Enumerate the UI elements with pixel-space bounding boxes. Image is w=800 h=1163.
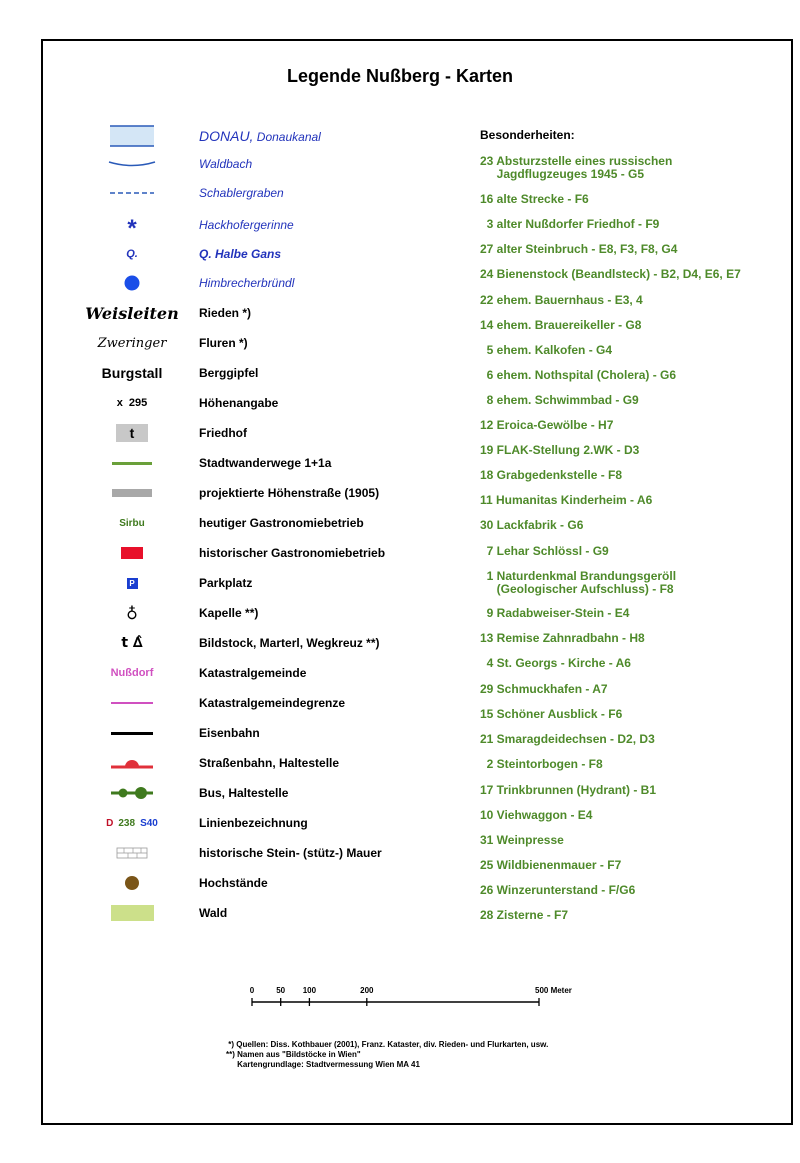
bus-label: Bus, Haltestelle bbox=[199, 786, 289, 800]
special-item: 30 Lackfabrik - G6 bbox=[480, 518, 584, 532]
special-item: 19 FLAK-Stellung 2.WK - D3 bbox=[480, 443, 640, 457]
special-item: 21 Smaragdeidechsen - D2, D3 bbox=[480, 732, 655, 746]
kapelle-label: Kapelle **) bbox=[199, 606, 259, 620]
waldbach-label: Waldbach bbox=[199, 157, 253, 171]
scale-bar bbox=[248, 986, 588, 1008]
restaurant-sample-text: Sirbu bbox=[119, 517, 145, 529]
planned-road-icon bbox=[112, 489, 152, 497]
legend-row-hoehe bbox=[0, 388, 480, 418]
schablergraben-symbol bbox=[91, 178, 173, 208]
legend-row-bus bbox=[0, 778, 480, 808]
legend-row-friedhof bbox=[0, 418, 480, 448]
legend-row-schablergraben bbox=[0, 178, 480, 208]
bus-stop-icon bbox=[109, 785, 155, 801]
fluren-label: Fluren *) bbox=[199, 336, 248, 350]
legend-row-fluren bbox=[0, 328, 480, 358]
stadtwanderwege-label: Stadtwanderwege 1+1a bbox=[199, 456, 332, 470]
katastralgemeinde-label: Katastralgemeinde bbox=[199, 666, 307, 680]
quelle-label: Q. Halbe Gans bbox=[199, 247, 282, 261]
special-item: 3 alter Nußdorfer Friedhof - F9 bbox=[480, 217, 660, 231]
legend-row-rieden bbox=[0, 298, 480, 328]
stream-icon bbox=[107, 157, 157, 171]
stone-wall-icon bbox=[116, 847, 148, 859]
line-s40-label: S40 bbox=[140, 817, 158, 829]
strassenbahn-label: Straßenbahn, Haltestelle bbox=[199, 756, 340, 770]
legend-row-gastro-heute bbox=[0, 508, 480, 538]
special-item: 2 Steintorbogen - F8 bbox=[480, 757, 603, 771]
footnotes bbox=[226, 1040, 548, 1070]
friedhof-label: Friedhof bbox=[199, 426, 247, 440]
legend-row-donau bbox=[0, 121, 480, 151]
hochstaende-label: Hochstände bbox=[199, 876, 268, 890]
eisenbahn-label: Eisenbahn bbox=[199, 726, 260, 740]
legend-row-quelle bbox=[0, 239, 480, 269]
legend-row-linien bbox=[0, 808, 480, 838]
donaukanal-label: Donaukanal bbox=[256, 130, 321, 144]
wayside-shrine-icon: t ∆̂ bbox=[121, 635, 143, 651]
tram-stop-icon bbox=[109, 755, 155, 771]
page-title: Legende Nußberg - Karten bbox=[286, 66, 514, 86]
legend-row-wald bbox=[0, 898, 480, 928]
special-item: 27 alter Steinbruch - E8, F3, F8, G4 bbox=[480, 242, 678, 256]
special-item: 25 Wildbienenmauer - F7 bbox=[480, 858, 622, 872]
river-icon bbox=[109, 125, 155, 147]
mauer-label: historische Stein- (stütz-) Mauer bbox=[199, 846, 382, 860]
spring-icon: Q. bbox=[126, 248, 138, 260]
special-item: 1 Naturdenkmal Brandungsgeröll (Geologischer Aufschluss) - F8 bbox=[486, 569, 677, 596]
rieden-sample-text: Weisleiten bbox=[85, 303, 179, 323]
line-238-label: 238 bbox=[118, 817, 136, 829]
donau-symbol bbox=[91, 121, 173, 151]
chapel-icon: ♁ bbox=[126, 603, 138, 623]
waldbach-symbol bbox=[91, 149, 173, 179]
linien-label: Linienbezeichnung bbox=[199, 816, 308, 830]
legend-row-bildstock bbox=[0, 628, 480, 658]
railway-line-icon bbox=[111, 732, 153, 735]
scale-tick-label: 0 bbox=[249, 986, 255, 995]
special-item: 17 Trinkbrunnen (Hydrant) - B1 bbox=[480, 783, 657, 797]
cadastral-border-line-icon bbox=[111, 702, 153, 704]
hoehenangabe-label: Höhenangabe bbox=[199, 396, 279, 410]
hoehenstrasse-label: projektierte Höhenstraße (1905) bbox=[199, 486, 380, 500]
special-item: 14 ehem. Brauereikeller - G8 bbox=[480, 318, 642, 332]
special-item: 24 Bienenstock (Beandlsteck) - B2, D4, E6, E7 bbox=[480, 267, 741, 281]
legend-row-parkplatz bbox=[0, 568, 480, 598]
parkplatz-label: Parkplatz bbox=[199, 576, 253, 590]
special-item: 18 Grabgedenkstelle - F8 bbox=[480, 468, 623, 482]
special-item: 22 ehem. Bauernhaus - E3, 4 bbox=[480, 293, 643, 307]
katastralgrenze-label: Katastralgemeindegrenze bbox=[199, 696, 346, 710]
footnote-sources: *) Quellen: Diss. Kothbauer (2001), Franz. Kataster, div. Rieden- und Flurkarten, usw. bbox=[226, 1040, 549, 1049]
hackhofergerinne-label: Hackhofergerinne bbox=[199, 218, 294, 232]
special-item: 12 Eroica-Gewölbe - H7 bbox=[480, 418, 614, 432]
parking-icon: P bbox=[127, 578, 138, 589]
legend-row-mauer bbox=[0, 838, 480, 868]
asterisk-icon: * bbox=[127, 215, 137, 242]
hiking-trail-line-icon bbox=[112, 462, 152, 465]
scale-tick-label: 100 bbox=[302, 986, 317, 995]
schablergraben-label: Schablergraben bbox=[199, 186, 284, 200]
legend-row-berggipfel bbox=[0, 358, 480, 388]
footnote-basemap: Kartengrundlage: Stadtvermessung Wien MA 41 bbox=[226, 1060, 420, 1069]
legend-row-waldbach bbox=[0, 149, 480, 179]
special-item: 6 ehem. Nothspital (Cholera) - G6 bbox=[480, 368, 677, 382]
legend-row-stadtwanderwege bbox=[0, 448, 480, 478]
special-item: 11 Humanitas Kinderheim - A6 bbox=[480, 493, 653, 507]
hunting-stand-icon bbox=[124, 875, 140, 891]
scale-tick-label: 500 Meter bbox=[535, 986, 572, 995]
himbrecher-label: Himbrecherbründl bbox=[199, 276, 295, 290]
special-item: 26 Winzerunterstand - F/G6 bbox=[480, 883, 636, 897]
special-item: 7 Lehar Schlössl - G9 bbox=[480, 544, 609, 558]
legend-row-eisenbahn bbox=[0, 718, 480, 748]
berggipfel-sample-text: Burgstall bbox=[101, 365, 163, 381]
special-item: 15 Schöner Ausblick - F6 bbox=[480, 707, 623, 721]
special-item: 4 St. Georgs - Kirche - A6 bbox=[480, 656, 631, 670]
berggipfel-label: Berggipfel bbox=[199, 366, 259, 380]
scale-tick-label: 50 bbox=[276, 986, 286, 995]
donau-label: DONAU, bbox=[199, 128, 254, 144]
special-item: 16 alte Strecke - F6 bbox=[480, 192, 589, 206]
cemetery-icon: t bbox=[116, 424, 148, 442]
bildstock-label: Bildstock, Marterl, Wegkreuz **) bbox=[199, 636, 380, 650]
footnote-names: **) Namen aus "Bildstöcke in Wien" bbox=[226, 1050, 361, 1059]
specials-heading: Besonderheiten: bbox=[480, 128, 575, 142]
legend-row-hochstaende bbox=[0, 868, 480, 898]
rieden-label: Rieden *) bbox=[199, 306, 252, 320]
ditch-icon bbox=[109, 190, 155, 196]
legend-row-hackhofergerinne bbox=[0, 210, 480, 240]
special-item: 8 ehem. Schwimmbad - G9 bbox=[480, 393, 639, 407]
special-item: 10 Viehwaggon - E4 bbox=[480, 808, 593, 822]
special-item: 23 Absturzstelle eines russischen Jagdflugzeuges 1945 - G5 bbox=[480, 154, 673, 181]
legend-row-gastro-hist bbox=[0, 538, 480, 568]
well-dot-icon bbox=[123, 274, 141, 292]
special-item: 29 Schmuckhafen - A7 bbox=[480, 682, 608, 696]
legend-row-kapelle bbox=[0, 598, 480, 628]
historic-restaurant-icon bbox=[121, 547, 143, 559]
legend-row-hoehenstrasse bbox=[0, 478, 480, 508]
fluren-sample-text: Zweringer bbox=[97, 335, 167, 351]
legend-row-katastralgrenze bbox=[0, 688, 480, 718]
scale-tick-label: 200 bbox=[360, 986, 374, 995]
special-item: 31 Weinpresse bbox=[480, 833, 564, 847]
special-item: 13 Remise Zahnradbahn - H8 bbox=[480, 631, 645, 645]
cadastral-sample-text: Nußdorf bbox=[110, 667, 154, 679]
wald-label: Wald bbox=[199, 906, 228, 920]
gastro-hist-label: historischer Gastronomiebetrieb bbox=[199, 546, 386, 560]
special-item: 28 Zisterne - F7 bbox=[480, 908, 569, 922]
elevation-sample-text: x 295 bbox=[116, 397, 148, 409]
special-item: 5 ehem. Kalkofen - G4 bbox=[480, 343, 613, 357]
forest-icon bbox=[111, 905, 154, 921]
legend-row-katastralgemeinde bbox=[0, 658, 480, 688]
line-d-label: D bbox=[106, 817, 114, 829]
gastro-heute-label: heutiger Gastronomiebetrieb bbox=[199, 516, 364, 530]
legend-row-strassenbahn bbox=[0, 748, 480, 778]
special-item: 9 Radabweiser-Stein - E4 bbox=[480, 606, 630, 620]
legend-row-himbrecher bbox=[0, 268, 480, 298]
